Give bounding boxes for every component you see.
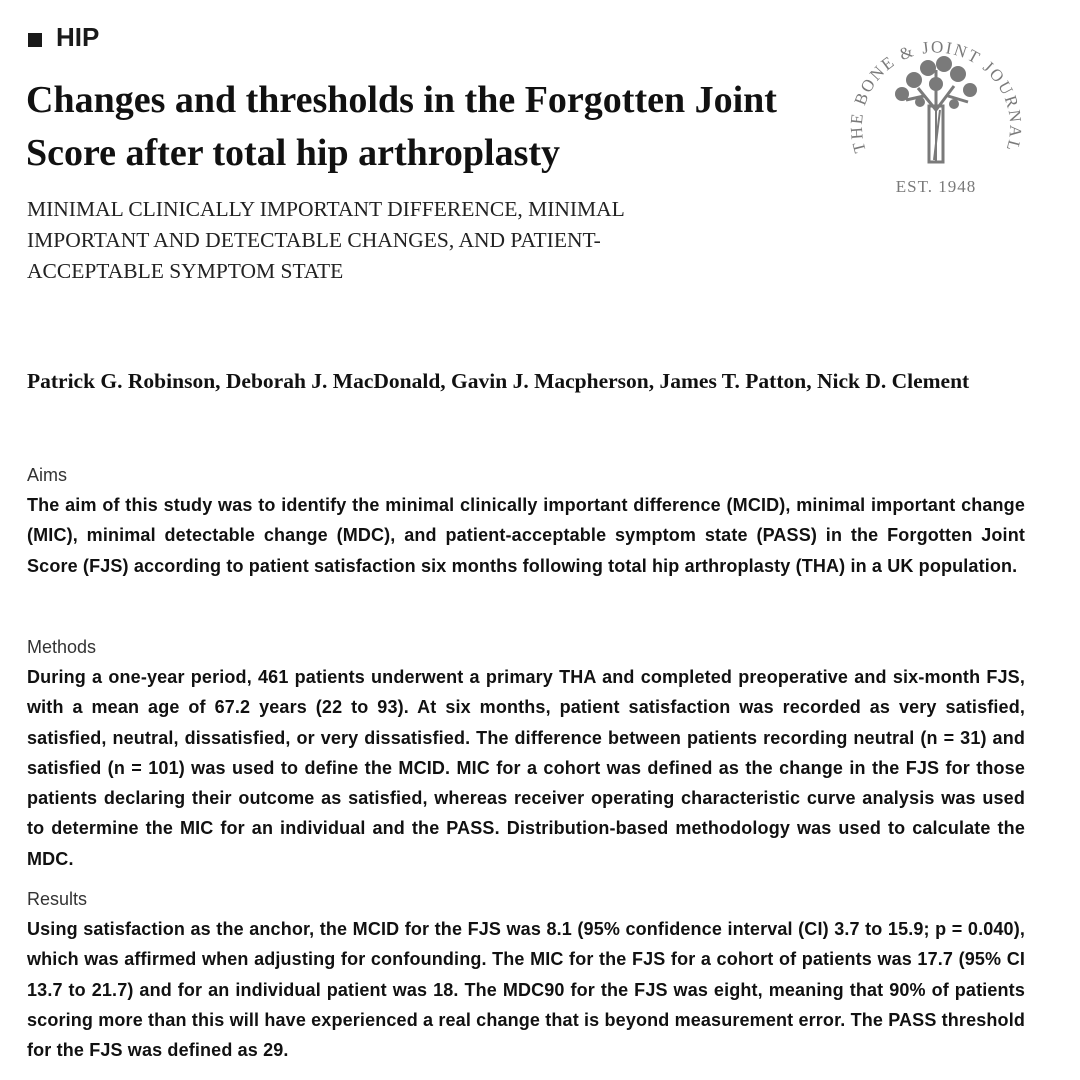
square-bullet-icon bbox=[28, 33, 42, 47]
journal-name: THE BONE & JOINT JOURNAL bbox=[846, 37, 1026, 155]
abstract-results bbox=[27, 886, 1025, 1065]
journal-established: EST. 1948 bbox=[895, 177, 977, 196]
article-title: Changes and thresholds in the Forgotten Joint Score after total hip arthroplasty bbox=[26, 79, 777, 174]
article-subtitle: MINIMAL CLINICALLY IMPORTANT DIFFERENCE, MINIMAL IMPORTANT AND DETECTABLE CHANGES, AND PATIENT-ACCEPTABLE SYMPTOM STATE bbox=[27, 197, 625, 283]
abstract-aims bbox=[27, 462, 1025, 581]
abstract-methods bbox=[27, 634, 1025, 874]
results-text: Using satisfaction as the anchor, the MCID for the FJS was 8.1 (95% confidence interval (CI) 3.7 to 15.9; p = 0.040), which was affirmed when adjusting for confounding. The MIC for the FJS for a cohort of patients was 17.7 (95% CI 13.7 to 21.7) and for an individual patient was 18. The MDC90 for the FJS was eight, meaning that 90% of patients scoring more than this will have experienced a real change that is beyond measurement error. The PASS threshold for the FJS was defined as 29. bbox=[27, 919, 1025, 1061]
aims-heading: Aims bbox=[27, 465, 67, 485]
results-heading: Results bbox=[27, 889, 88, 909]
section-tag bbox=[28, 22, 99, 53]
section-tag-label: HIP bbox=[56, 22, 100, 52]
aims-text: The aim of this study was to identify the minimal clinically important difference (MCID), minimal important change (MIC), minimal detectable change (MDC), and patient-acceptable symptom state (PASS) in the Forgotten Joint Score (FJS) according to patient satisfaction six months following total hip arthroplasty (THA) in a UK population. bbox=[27, 495, 1025, 576]
journal-logo bbox=[836, 10, 1036, 200]
methods-heading: Methods bbox=[27, 637, 97, 657]
methods-text: During a one-year period, 461 patients underwent a primary THA and completed preoperative and six-month FJS, with a mean age of 67.2 years (22 to 93). At six months, patient satisfaction was recorded as very satisfied, satisfied, neutral, dissatisfied, or very dissatisfied. The difference between patients recording neutral (n = 31) and satisfied (n = 101) was used to define the MCID. MIC for a cohort was defined as the change in the FJS for those patients declaring their outcome as satisfied, whereas receiver operating characteristic curve analysis was used to determine the MIC for an individual and the PASS. Distribution-based methodology was used to calculate the MDC. bbox=[27, 667, 1025, 869]
author-list: Patrick G. Robinson, Deborah J. MacDonald, Gavin J. Macpherson, James T. Patton, Nick D. Clement bbox=[27, 369, 970, 393]
tree-icon bbox=[895, 56, 977, 162]
